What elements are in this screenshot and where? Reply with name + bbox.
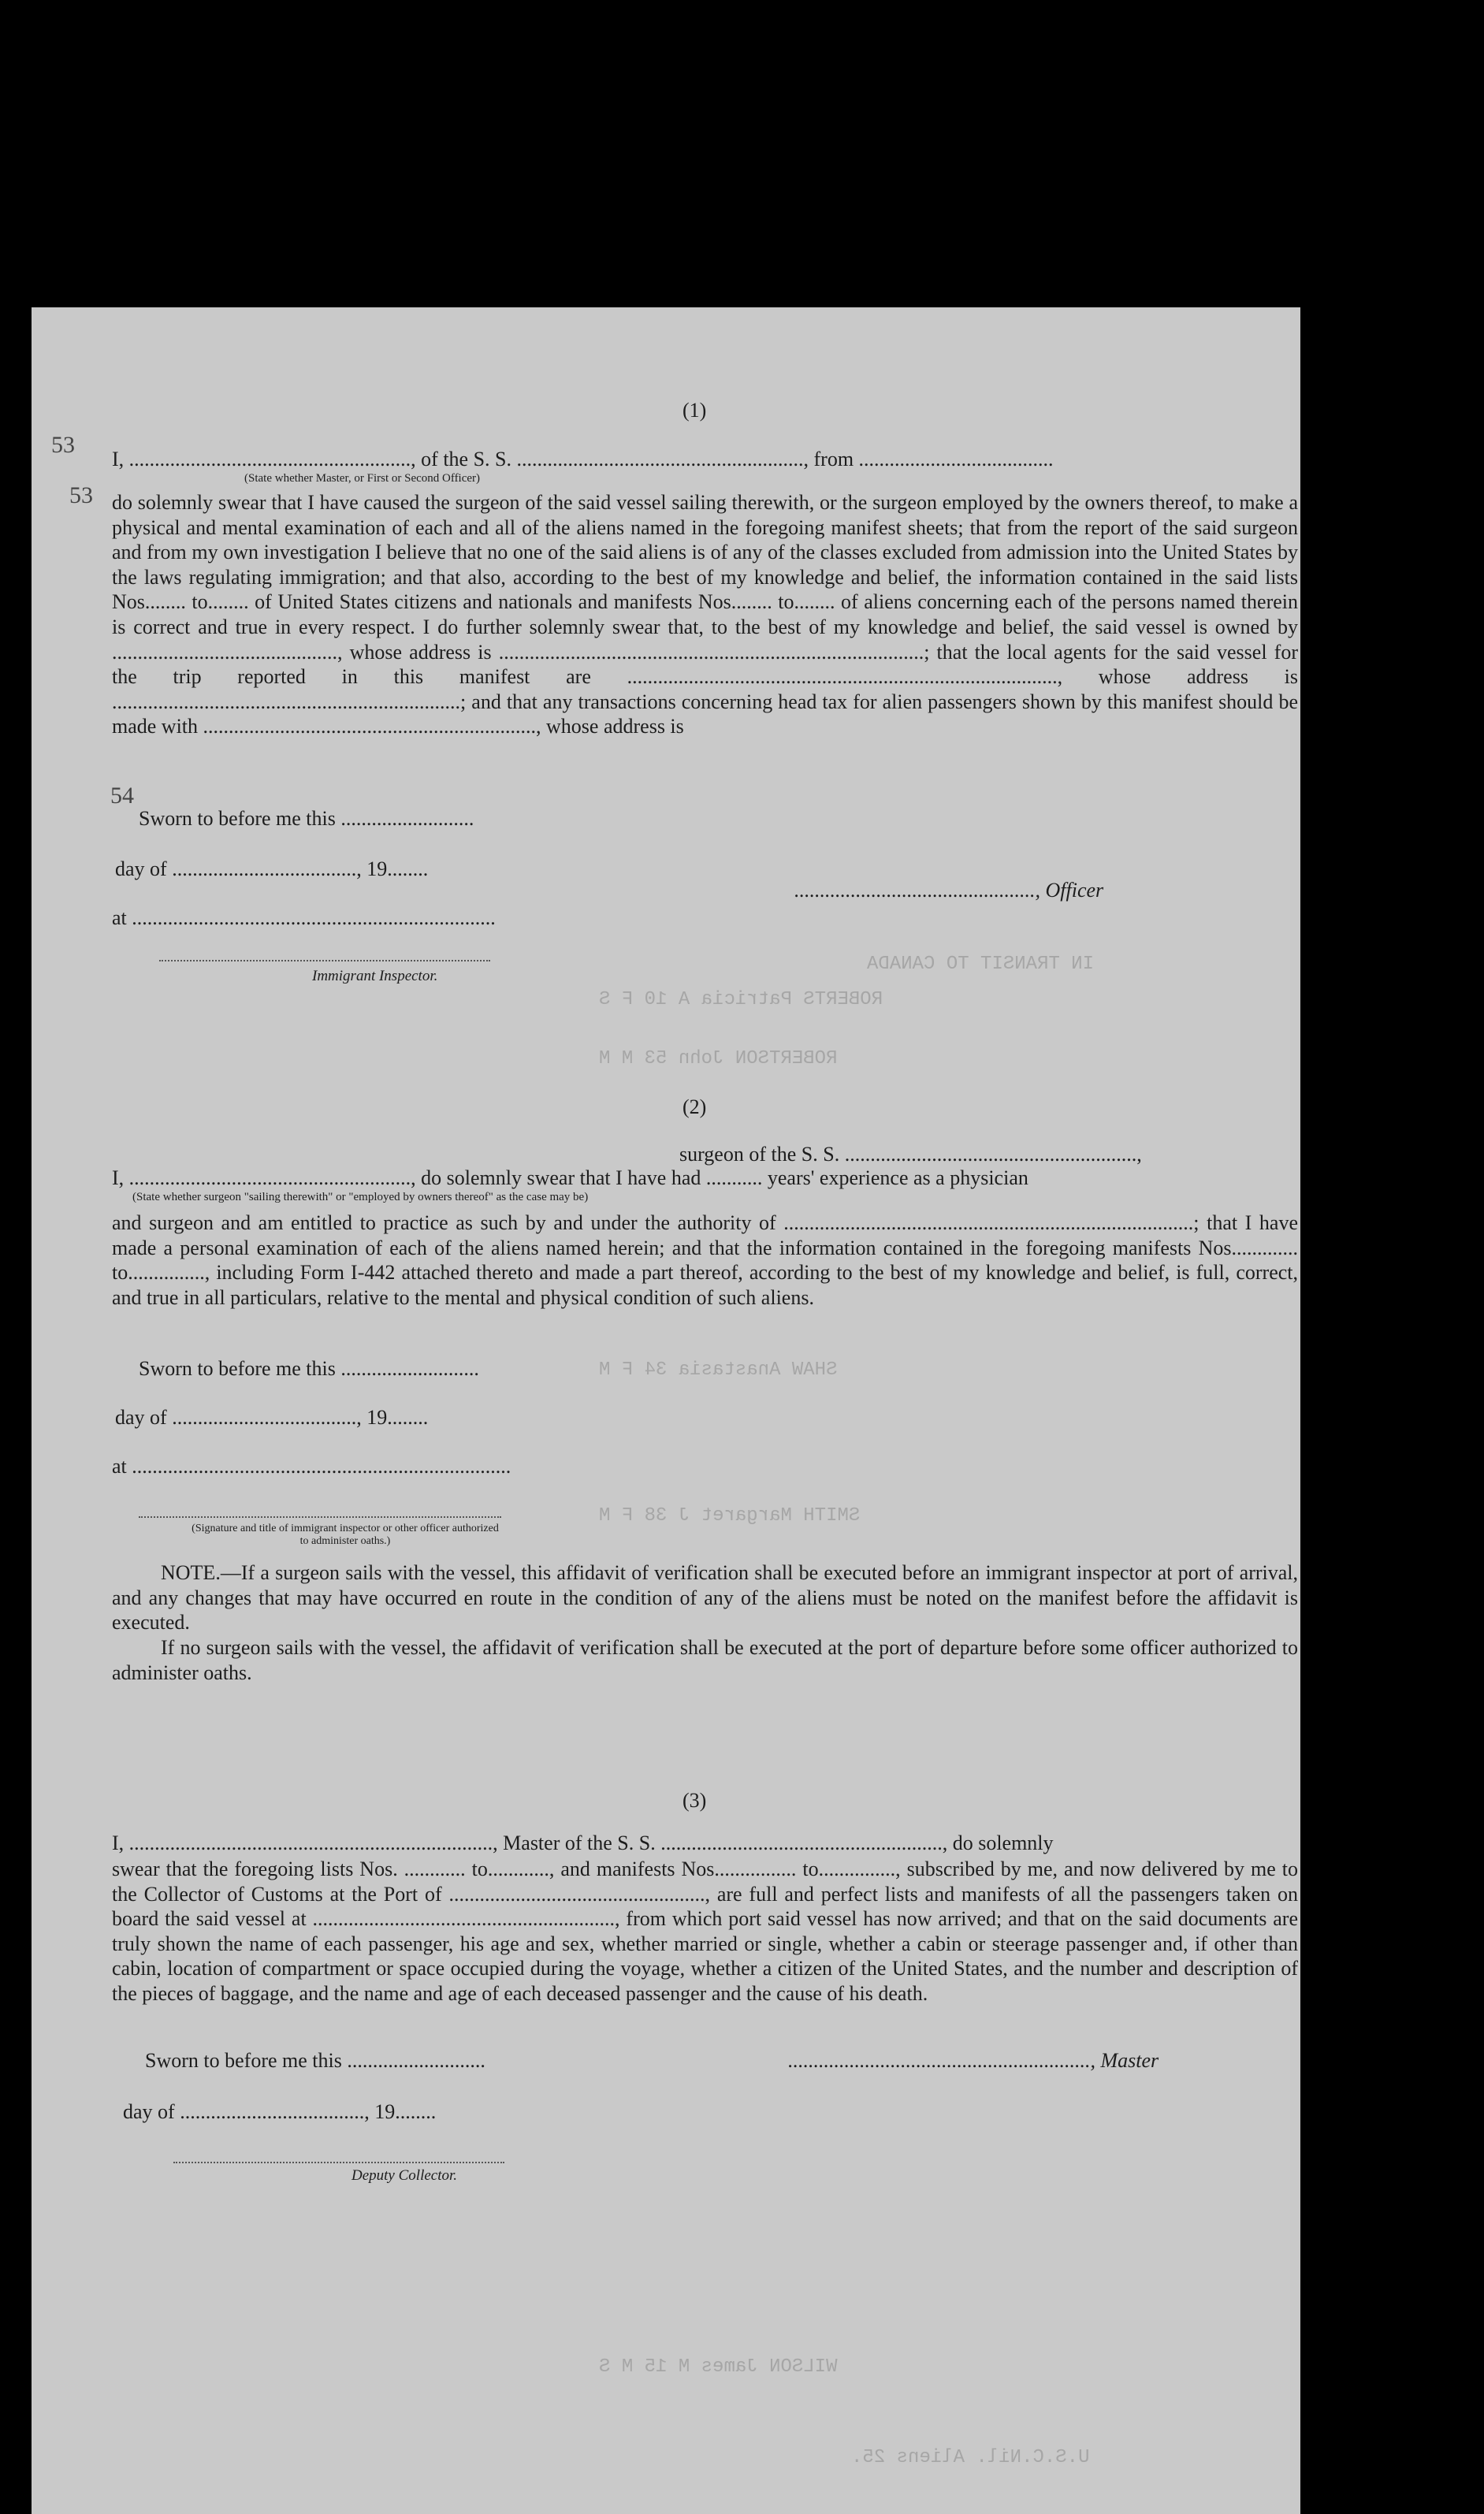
signature-line bbox=[159, 946, 490, 961]
punch-hole bbox=[1345, 875, 1381, 911]
signature-line bbox=[173, 2148, 504, 2163]
sworn-line: Sworn to before me this .......................... bbox=[139, 807, 474, 830]
sworn-line: Sworn to before me this ........................... bbox=[139, 1357, 479, 1380]
section-number: (1) bbox=[682, 399, 707, 422]
bleed-through-text: SMITH Margaret J 38 F M bbox=[599, 1505, 861, 1527]
margin-number: 53 bbox=[51, 432, 75, 458]
officer-line: ..............................................., Officer bbox=[794, 879, 1104, 902]
bleed-through-text: SHAW Anastasia 34 F M bbox=[599, 1359, 838, 1381]
signature-line bbox=[139, 1502, 501, 1518]
punch-hole bbox=[1378, 526, 1414, 563]
day-of-line: day of ...................................., 19........ bbox=[123, 2100, 437, 2123]
punch-hole bbox=[1379, 2197, 1415, 2233]
section2-paragraph: and surgeon and am entitled to practice as such by and under the authority of ................................................................................; that I have made a personal examination of each of the aliens named herein; and that the information contained in the foregoing manifests Nos............. to..............., including Form I-442 attached thereto and made a part thereof, according to the best of my knowledge and belief, is full, correct, and true in all particulars, relative to the mental and physical condition of such aliens. bbox=[112, 1211, 1298, 1309]
margin-number: 53 bbox=[69, 482, 93, 508]
margin-number: 54 bbox=[110, 783, 134, 809]
day-of-line: day of ...................................., 19........ bbox=[115, 1406, 429, 1429]
bleed-through-text: ROBERTSON John 53 M M bbox=[599, 1048, 838, 1069]
bleed-through-text: WILSON James M 15 M S bbox=[599, 2356, 838, 2378]
punch-hole bbox=[1378, 1375, 1414, 1411]
deputy-collector-label: Deputy Collector. bbox=[351, 2167, 458, 2184]
section3-paragraph: swear that the foregoing lists Nos. ............ to............, and manifests Nos................ to..............., subscribed by me, and now delivered by me to the Collector of Customs at the Port of .................................................., are full and perfect lists and manifests of all the passengers taken on board the said vessel at ..........................................................., from which port said vessel has now arrived; and that on the said documents are truly shown the name of each passenger, his age and sex, whether married or single, whether a cabin or steerage passenger and, if other than cabin, location of compartment or space occupied during the voyage, whether a citizen of the United States, and the number and description of the pieces of baggage, and the name and age of each deceased passenger and the cause of his death. bbox=[112, 1858, 1298, 2005]
at-line: at ....................................................................... bbox=[112, 906, 496, 929]
section-number: (3) bbox=[682, 1789, 707, 1812]
section1-oath-line: I, ......................................................., of the S. S. ........................................................, from ...................................... bbox=[112, 448, 1054, 470]
section-number: (2) bbox=[682, 1095, 707, 1118]
at-line: at .......................................................................... bbox=[112, 1455, 511, 1478]
day-of-line: day of ...................................., 19........ bbox=[115, 857, 429, 880]
immigrant-inspector-label: Immigrant Inspector. bbox=[312, 968, 438, 984]
punch-hole bbox=[1345, 489, 1381, 525]
section1-caption: (State whether Master, or First or Second Officer) bbox=[244, 472, 481, 485]
section3-oath-line: I, ......................................................................., Master of the S. S. ......................................................., do solemnly bbox=[112, 1832, 1054, 1854]
section2-signature-caption: (Signature and title of immigrant inspector or other officer authorized to administer oaths.) bbox=[192, 1523, 499, 1547]
sworn-line: Sworn to before me this ........................... bbox=[145, 2049, 485, 2072]
section2-caption: (State whether surgeon "sailing therewith" or "employed by owners thereof" as the case may be) bbox=[132, 1191, 589, 1203]
section2-oath-line: I, ......................................................., do solemnly swear that I have had ........... years' experience as a physician bbox=[112, 1166, 1028, 1189]
bleed-through-text: IN TRANSIT TO CANADA bbox=[867, 954, 1095, 975]
master-line: ..........................................................., Master bbox=[788, 2049, 1159, 2072]
punch-hole bbox=[1345, 1009, 1381, 1045]
section1-paragraph: do solemnly swear that I have caused the surgeon of the said vessel sailing therewith, or the surgeon employed by the owners thereof, to make a physical and mental examination of each and all of the aliens named in the foregoing manifest sheets; that from the report of the said surgeon and from my own investigation I believe that no one of the said aliens is of any of the classes excluded from admission into the United States by the laws regulating immigration; and that also, according to the best of my knowledge and belief, the information contained in the said lists Nos........ to........ of United States citizens and nationals and manifests Nos........ to........ of aliens concerning each of the persons named therein is correct and true in every respect. I do further solemnly swear that, to the best of my knowledge and belief, the said vessel is owned by ............................................, whose address is ...................................................................................; that the local agents for the said vessel for the trip reported in this manifest are ...................................................................................., whose address is ....................................................................; and that any transactions concerning head tax for alien passengers shown by this manifest should be made with ................................................................., whose address is bbox=[112, 491, 1298, 738]
bleed-through-text: U.S.C.Nil. Aliens 25. bbox=[851, 2447, 1090, 2468]
punch-hole bbox=[1374, 1742, 1411, 1778]
note-paragraph: NOTE.—If a surgeon sails with the vessel, this affidavit of verification shall be executed before an immigrant inspector at port of arrival, and any changes that may have occurred en route in the condition of any of the aliens must be noted on the manifest before the affidavit is executed. bbox=[112, 1561, 1298, 1634]
punch-hole bbox=[1343, 366, 1379, 403]
note-paragraph-2: If no surgeon sails with the vessel, the affidavit of verification shall be executed at the port of departure before some officer authorized to administer oaths. bbox=[112, 1636, 1298, 1684]
section2-surgeon-line: surgeon of the S. S. ........................................................., bbox=[679, 1143, 1142, 1166]
bleed-through-text: ROBERTS Patricia A 10 F S bbox=[599, 989, 883, 1010]
